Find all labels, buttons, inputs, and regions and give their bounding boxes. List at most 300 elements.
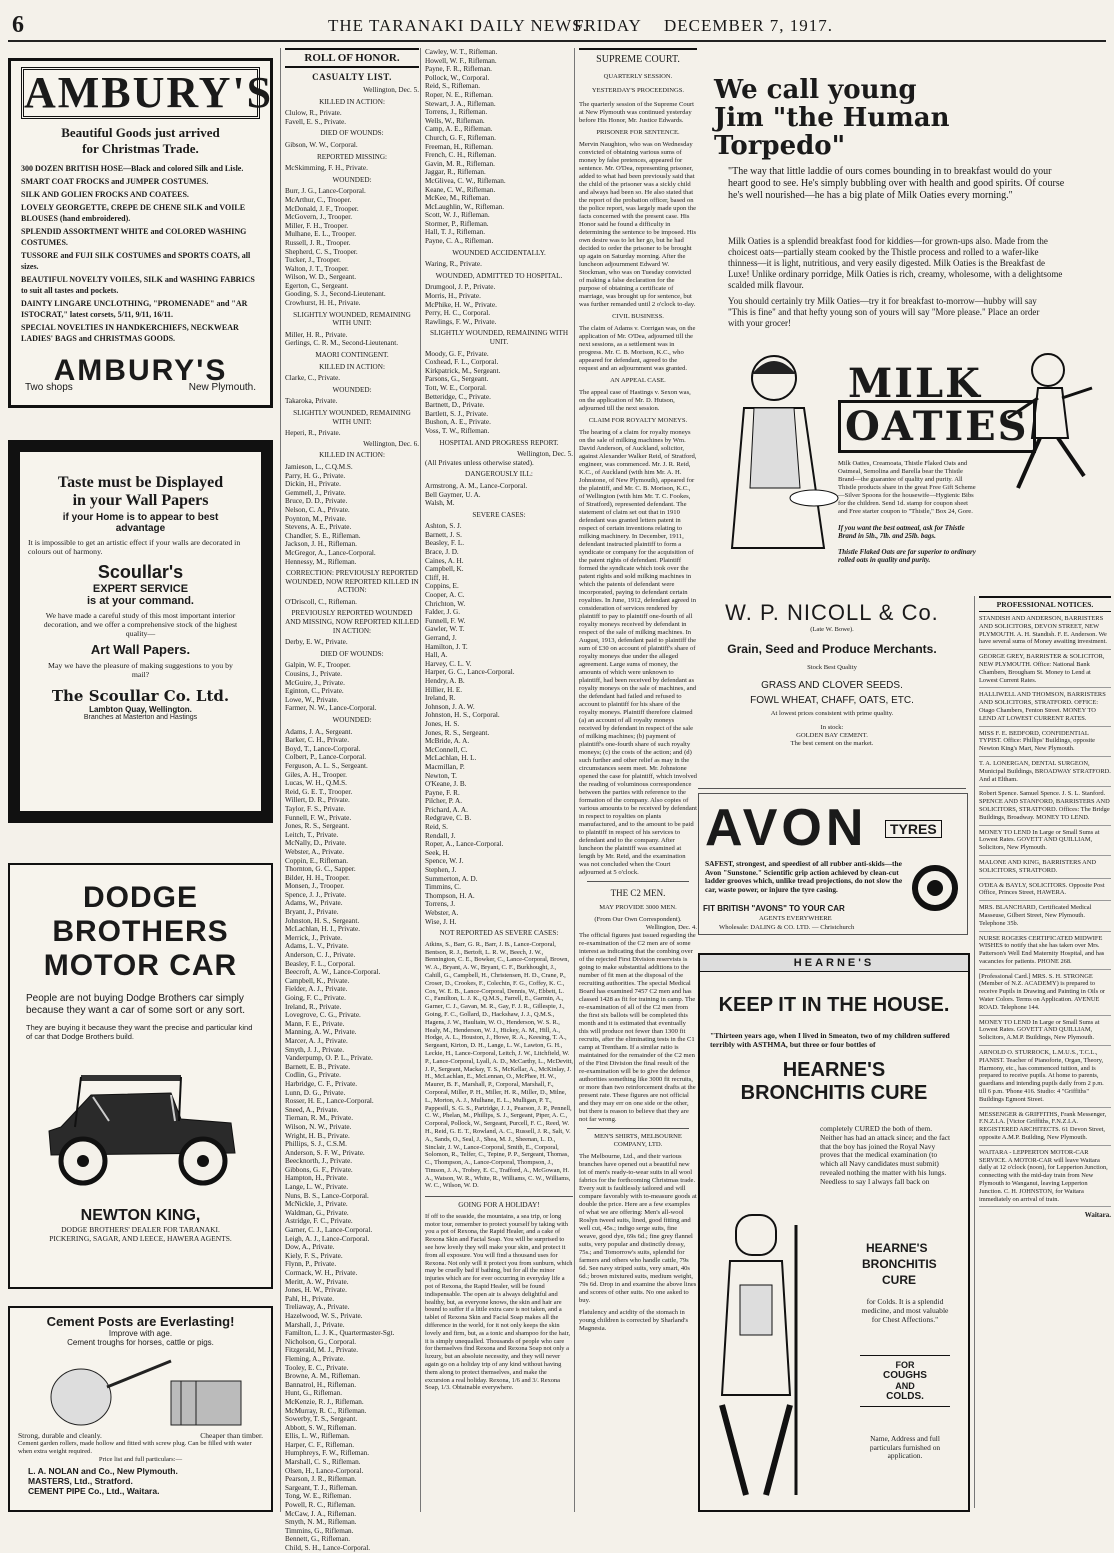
casualty-name: Boyd, T., Lance-Corporal.	[285, 744, 361, 753]
right-advert-area	[698, 48, 1111, 1512]
c2-title: THE C2 MEN.	[610, 888, 666, 898]
casualty-name: Mann, F. E., Private.	[285, 1019, 345, 1028]
court-proceedings: YESTERDAY'S PROCEEDINGS.	[591, 87, 685, 94]
cement-left: Strong, durable and cleanly.	[18, 1431, 102, 1440]
casualty-name: Fielder, A. J., Private.	[285, 985, 348, 994]
section-heading: MAORI CONTINGENT.	[315, 351, 389, 360]
ambury-footer-logo: AMBURY'S	[53, 354, 228, 387]
roll-title: ROLL OF HONOR.	[285, 48, 419, 68]
casualty-name: Johnston, H. S., Corporal.	[425, 711, 500, 720]
casualty-name: Lange, L. W., Private.	[285, 1183, 349, 1192]
notice-entry: ARNOLD O. STURROCK, L.M.U.S., T.C.L., PIANIST. Teacher of Pianoforte, Organ, Theory, Harmony, etc., has commenced tuition, and is prepared to receive pupils. At home to parents, guardians and intending pupils daily from 2 p.m. till 6 p.m. 'Phone 416. Studio: 4 "Griffiths" Buildings Egmont Street.	[979, 1046, 1111, 1108]
casualty-name: Sargeant, T. J., Rifleman.	[285, 1483, 358, 1492]
avon-body: SAFEST, strongest, and speediest of all rubber anti-skids—the Avon "Sunstone." Scientific grip action achieved by clean-cut ladder grooves which, unlike tread projections, do not slow the car, waste power, or injure the tyre casing.	[705, 859, 903, 894]
notice-entry: MONEY TO LEND In Large or Small Sums at Lowest Rates. GOVETT AND QUILLIAM, Solicitors, New Plymouth.	[979, 826, 1111, 856]
casualty-name: Moody, G. F., Private.	[425, 349, 489, 358]
casualty-name: Takaroka, Private.	[285, 397, 338, 406]
casualty-name: Torrens, J.	[425, 900, 456, 909]
scoullar-expert: EXPERT SERVICE	[92, 583, 189, 595]
casualty-name: Seek, H.	[425, 848, 450, 857]
holiday-title: GOING FOR A HOLIDAY!	[425, 1196, 573, 1210]
casualty-name: Lowe, W., Private.	[285, 695, 339, 704]
avon-agents: AGENTS EVERYWHERE	[759, 915, 832, 922]
dodge-towns: PICKERING, SAGAR, AND LEECE, HAWERA AGENTS.	[49, 1234, 232, 1243]
dateline: Wellington, Dec. 5.	[517, 450, 573, 459]
hearne-side-brand-3: CURE	[882, 1273, 917, 1287]
ambury-shops: Two shops	[25, 382, 73, 393]
woman-with-bowl-icon	[732, 356, 838, 548]
issue-day: FRIDAY	[574, 16, 642, 35]
casualty-name: Barker, C. H., Private.	[285, 736, 349, 745]
hearne-for-4: COLDS.	[886, 1391, 924, 1402]
casualty-name: Lucas, W. H., Q.M.S.	[285, 779, 347, 788]
holiday-text: If off to the seaside, the mountains, a sea trip, or long motor tour, remember to protect yourself by taking with you a pot of Rexona, the Rapid Healer, and a cake of Rexona Skin and Facial Soap. You will be surprised to see how lovely they will make your skin, and protect it from all exposure. You will find a thousand uses for Rexona. Not only will it protect you from sunburn, which may be cruelly bad if bathing, but for all the minor injuries which are for ever occurring in everyday life a pot of Rexona, the Rapid Healer, will be found indispensable. The open air is always delightful and healthy, but, as everyone knows, the skin and hair are bound to suffer if a little extra care is not taken, and a tablet of Rexona Skin and Facial Soap makes all the difference in the world, for it not only keeps the skin lovely and firm, but, as a tonic and shampoo for the hair, it is simply unequalled. Thousands of people who care for themselves find Rexona and Rexona Soap not only a luxury, but an absolute necessity, and they will never again go on a holiday trip of any kind without having them along to protect themselves, and make the excursion a real holiday. Rexona, 1/6 and 3/. Rexona Soap, 1/3. Obtainable everywhere.	[425, 1212, 573, 1392]
avon-wholesale: Wholesale: DALING & CO. LTD. — Christchurch	[719, 924, 855, 931]
avon-tyres: TYRES	[885, 820, 942, 838]
cement-paragraph: Cement garden rollers, made hollow and fitted with screw plug. Can be filled with water when extra weight required.	[18, 1440, 252, 1455]
court-royalty-text: The hearing of a claim for royalty moneys on the sale of milking machines by Wm. David Anderson, of Auckland, solicitor, against Alexander Walker Reid, of Stratford, engineer, was commenced. Mr. J. R. Reid, K.C., of Auckland (with him Mr. A. H. Johnstone, of New Plymouth), appeared for the plaintiff, and Mr. C. B. Morison, K.C., of Wellington (with him Mr. T. C. Fookes, of Stratford), represented defendant. The statement of claim set out that in 1910 defendant was granted letters patent in respect of certain inventions relating to milking machinery. In December, 1911, defendant instructed plaintiff to form a syndicate or company for the acquisition of the patent rights of defendant. Plaintiff formed the syndicate which took over the patent rights and sold milking machines in which the patents of defendant were incorporated, paying to defendant certain royalties. In June, 1912, defendant agreed in consideration of services rendered by plaintiff to pay to plaintiff one-fourth of all royalty moneys received by defendant in respect of the sale of milking machines. In August, 1913, defendant paid to plaintiff the sum of £30 on account of plaintiff's share of royalty moneys due under the alleged agreement. Large sums of money, the amounts of which were unknown to plaintiff, had been received by defendant as royalty moneys on the sale of machines, and the defendant had failed and refused to account to plaintiff for his share of the royalty moneys. Plaintiff therefore claimed (a) an account of all royalty moneys received by defendant in respect of the sale of milking machines; (b) payment of plaintiff's one-fourth share of such royalty moneys; (c) the costs of the action; and (d) such further and other relief as may in the circumstances seem meet. Mr. Johnstone opened the case for plaintiff, which involved the reading of voluminous correspondence between the parties with reference to the formation of the company. Also copies of various amounts to be received by defendant in respect to royalties on plants manufactured, and to the amount to be paid to plaintiff in respect of his services to defendant and to the company. After luncheon the plaintiff was examined at length by Mr. Reid, and the examination was not concluded when the Court adjourned at 5 o'clock.	[579, 429, 697, 876]
section-heading: SLIGHTLY WOUNDED, REMAINING WITH UNIT:	[293, 409, 411, 426]
court-intro: The quarterly session of the Supreme Court at New Plymouth was continued yesterday before His Honor, Mr. Justice Edwards.	[579, 101, 694, 124]
casualty-name: Lunn, D. G., Private.	[285, 1088, 346, 1097]
casualty-name: Tooley, E. C., Private.	[285, 1363, 349, 1372]
casualty-name: Codlin, G., Private.	[285, 1071, 341, 1080]
casualty-name: Campbell, K., Private.	[285, 976, 350, 985]
casualty-name: Meritt, A. W., Private.	[285, 1277, 349, 1286]
cement-agent-2: MASTERS, Ltd., Stratford.	[28, 1476, 133, 1486]
divider	[587, 881, 689, 882]
scoullar-art: Art Wall Papers.	[90, 642, 191, 657]
casualty-name: Johnston, H. S., Sergeant.	[285, 916, 360, 925]
nicoll-name: W. P. NICOLL & Co.	[725, 600, 939, 625]
notice-entry: NURSE ROGERS CERTIFICATED MIDWIFE WISHES to notify that she has taken over Mrs. Patterson's Well End Maternity Hospital, and has vacancies for patients. PHONE 268.	[979, 932, 1111, 970]
milk-call-to-action: You should certainly try Milk Oaties—try it for breakfast to-morrow—hubby will say "This is fine" and that hefty young son of yours will say "More please." Place an order with your grocer!	[728, 296, 1040, 328]
casualty-name: Adams, W., Private.	[285, 899, 343, 908]
section-heading: KILLED IN ACTION:	[319, 451, 385, 460]
casualty-name: Treliaway, A., Private.	[285, 1303, 350, 1312]
ambury-item: 300 DOZEN BRITISH HOSE—Black and colored Silk and Lisle.	[21, 164, 244, 173]
c2-text: The official figures just issued regarding the re-examination of the C2 men are of some interest as indicating that the combing over of the rejected First Division reservists is going to make substantial additions to the number of fit men at the disposal of the recruiting authorities. The special Medical Board has examined 7457 C2 men and has classed 1428 as fit for training in camp. The re-examination of all of the C2 men from the first six ballots will be completed this month and it is estimated that eventually this will produce not fewer than 1300 fit recruits, after the eliminating tests in the C1 camp at Trentham. If a similar ratio is maintained for the remainder of the C2 men of the First Division the final result of the re-examination will be to give the defence authorities something like 3000 fit recruits, or more than two reinforcement drafts at the present rate. These figures are not official and they may err on one side or the other, but there is reason to believe that they are not far wrong.	[579, 932, 696, 1123]
dodge-heading-2: MOTOR CAR	[43, 949, 238, 982]
casualty-name: Parry, H. G., Private.	[285, 471, 346, 480]
casualty-name: Anderson, S. F. W., Private.	[285, 1148, 365, 1157]
casualty-name: Hendry, A. B.	[425, 676, 465, 685]
nicoll-late: (Late W. Bowe).	[810, 626, 854, 633]
casualty-name: McGlivea, C. W., Rifleman.	[425, 176, 506, 185]
casualty-name: Anderson, C. J., Private.	[285, 951, 356, 960]
casualty-name: Stevens, A. E., Private.	[285, 523, 352, 532]
casualty-name: Jones, R. S., Sergeant.	[425, 728, 490, 737]
section-heading: DIED OF WOUNDS:	[320, 649, 384, 658]
casualty-name: Dickin, H., Private.	[285, 480, 341, 489]
shirts-title: MEN'S SHIRTS, MELBOURNE COMPANY, LTD.	[594, 1133, 682, 1148]
ambury-item: TUSSORE and FUJI SILK COSTUMES and SPORTS COATS, all sizes.	[21, 251, 251, 271]
court-appeal-text: The appeal case of Hastings v. Sexon was, on the application of Mr. D. Hutson, adjourned till the next session.	[579, 389, 691, 412]
casualty-name: Taylor, F. S., Private.	[285, 804, 346, 813]
woman-illustration	[714, 348, 844, 588]
advert-column	[8, 48, 273, 1512]
avon-fit: FIT BRITISH "AVONS" TO YOUR CAR	[703, 904, 845, 913]
casualty-name: Stormer, P., Rifleman.	[425, 219, 489, 228]
casualty-name: Betteridge, C., Private.	[425, 392, 491, 401]
tyre-icon	[911, 864, 959, 912]
casualty-name: Bartlett, S. J., Private.	[425, 409, 489, 418]
knight-icon	[722, 1215, 796, 1495]
roll-body	[285, 86, 419, 1553]
casualty-name: Shepherd, C. S., Trooper.	[285, 247, 358, 256]
casualty-name: McKee, M., Rifleman.	[425, 194, 491, 203]
casualty-name: Hampton, H., Private.	[285, 1174, 349, 1183]
casualty-name: Bryant, J., Private.	[285, 908, 339, 917]
casualty-name: Heperi, R., Private.	[285, 429, 341, 438]
dodge-dealer: DODGE BROTHERS' DEALER FOR TARANAKI.	[61, 1225, 220, 1234]
casualty-name: Perry, H. C., Corporal.	[425, 309, 491, 318]
casualty-name: Parsons, G., Sergeant.	[425, 375, 489, 384]
milk-side-text-3: Thistle Flaked Oats are far superior to ordinary rolled oats in quality and purity.	[838, 548, 976, 564]
hearne-side-brand-2: BRONCHITIS	[862, 1257, 937, 1271]
casualty-name: Bennett, G., Rifleman.	[285, 1535, 351, 1544]
section-heading: REPORTED MISSING:	[316, 152, 388, 161]
milk-side-text: Milk Oaties, Creamoata, Thistle Flaked Oats and Oatmeal, Semolina and Barella bear the Thistle Brand—the guarantee of quality and purity. All Thistle products share in the great Free Gift Scheme—Silver Spoons for the housewife—Hygienic Bibs for the children. Send 1d. stamp for coupon sheet and Free starter coupon to "Thistle," Box 24, Gore.	[838, 460, 976, 515]
section-heading: WOUNDED:	[332, 385, 372, 394]
casualty-name: Marshall, C. S., Rifleman.	[285, 1458, 361, 1467]
casualty-name: Sowerby, T. S., Sergeant.	[285, 1415, 358, 1424]
court-civil-text: The claim of Adams v. Corrigan was, on the application of Mr. O'Dea, adjourned till the next sessions, as a settlement was in progress. Mr. C. B. Morison, K.C., who appeared for defendant, agreed to the request and an adjournment was granted.	[579, 325, 696, 372]
nicoll-instock: In stock:	[820, 724, 844, 731]
casualty-name: Miller, F. H., Trooper.	[285, 221, 349, 230]
court-column	[574, 48, 697, 1512]
casualty-name: Wright, H. B., Private.	[285, 1131, 350, 1140]
hearne-for-2: COUGHS	[883, 1370, 927, 1381]
hearne-side-foot: Name, Address and full particulars furnished on application.	[869, 1434, 941, 1461]
casualty-name: Walton, J. T., Trooper.	[285, 264, 349, 273]
casualty-name: Derby, E. W., Private.	[285, 638, 348, 647]
notice-entry: STANDISH AND ANDERSON, BARRISTERS AND SOLICITORS, DEVON STREET, NEW PLYMOUTH. A. H. Standish. F. E. Anderson. We have several sums of Money awaiting investment.	[979, 612, 1111, 650]
casualty-name: Coxhead, F. L., Corporal.	[425, 358, 499, 367]
casualty-name: Prichard, A. A.	[425, 805, 468, 814]
casualty-name: Nicholson, G., Corporal.	[285, 1337, 357, 1346]
milk-side-text-2: If you want the best oatmeal, ask for Thistle Brand in 5lb., 7lb. and 25lb. bags.	[838, 524, 965, 540]
casualty-name: McGuire, J., Private.	[285, 678, 345, 687]
notice-entry: Robert Spence. Samuel Spence. J. S. L. Stanford. SPENCE AND STANFORD, BARRISTERS AND SOLICITORS, STRATFORD. Offices: The Bridge Buildings, Broadway. MONEY TO LEND.	[979, 787, 1111, 825]
casualty-name: Waldman, G., Private.	[285, 1208, 349, 1217]
casualty-name: Wilson, W. D., Sergeant.	[285, 273, 357, 282]
ambury-logo: AMBURY'S	[21, 67, 260, 119]
section-heading: KILLED IN ACTION:	[319, 97, 385, 106]
casualty-name: Hall, A.	[425, 651, 448, 660]
notice-entry: GEORGE GREY, BARRISTER & SOLICITOR, NEW PLYMOUTH. Office: National Bank Chambers, Brougham St. Money to Lend at Lowest Current Rates.	[979, 650, 1111, 688]
casualty-name: Roper, A., Lance-Corporal.	[425, 840, 504, 849]
hearne-body: completely CURED the both of them. Neither has had an attack since; and the fact that the boy has joined the Royal Navy proves that the medical examination (to which all Navy candidates must submit) revealed nothing the matter with his lungs. Needless to say I always fall back on	[820, 1124, 951, 1186]
casualty-name: Hennessy, M., Rifleman.	[285, 557, 357, 566]
casualty-name: Cliff, H.	[425, 573, 450, 582]
casualty-name: Jaggar, R., Rifleman.	[425, 168, 486, 177]
roll-continued-column	[420, 48, 573, 1512]
court-royalty-heading: CLAIM FOR ROYALTY MONEYS.	[588, 417, 688, 424]
notice-entry: HALLIWELL AND THOMSON, BARRISTERS AND SOLICITORS, STRATFORD. OFFICE: Otago Chambers, Fenton Street. MONEY TO LEND AT LOWEST CURRENT RATES.	[979, 688, 1111, 726]
notices-signature: Waitara.	[1084, 1211, 1111, 1220]
casualty-name: Cormack, W. H., Private.	[285, 1269, 358, 1277]
cement-compare	[10, 1431, 271, 1440]
hearne-heading: KEEP IT IN THE HOUSE.	[718, 994, 950, 1016]
casualty-name: Newton, T.	[425, 771, 457, 780]
issue-date: DECEMBER 7, 1917.	[664, 16, 834, 35]
section-heading: SEVERE CASES:	[472, 510, 526, 519]
casualty-name: Clarke, C., Private.	[285, 374, 341, 383]
nicoll-prices: At lowest prices consistent with prime quality.	[770, 710, 894, 717]
casualty-name: Barnett, J. S.	[425, 530, 462, 539]
ambury-item: SMART COAT FROCKS and JUMPER COSTUMES.	[21, 177, 209, 186]
scoullar-branches: Branches at Masterton and Hastings	[83, 714, 198, 721]
section-heading: WOUNDED ACCIDENTALLY.	[452, 248, 546, 257]
ambury-town: New Plymouth.	[188, 382, 256, 393]
casualty-name: Willert, D. R., Private.	[285, 796, 350, 805]
scoullar-command: is at your command.	[87, 595, 194, 607]
dodge-paragraph-2: They are buying it because they want the precise and particular kind of car that Dodge Brothers build.	[26, 1023, 253, 1041]
casualty-name: Macmillan, P.	[425, 762, 465, 771]
notice-entry: MALONE AND KING, BARRISTERS AND SOLICITORS, STRATFORD.	[979, 856, 1111, 879]
hearne-brand-2: BRONCHITIS CURE	[740, 1082, 928, 1104]
section-heading: PREVIOUSLY REPORTED WOUNDED AND MISSING, NOW REPORTED KILLED IN ACTION:	[285, 609, 419, 635]
casualty-name: Going, F. C., Private.	[285, 994, 346, 1002]
casualty-name: Webster, A.	[425, 909, 459, 917]
section-heading: KILLED IN ACTION:	[319, 362, 385, 371]
masthead	[8, 6, 1106, 42]
casualty-name: McConnell, C.	[425, 745, 468, 754]
casualty-name: Abbott, S. W., Rifleman.	[285, 1423, 357, 1432]
casualty-name: Vanderpump, O. P. L., Private.	[285, 1054, 373, 1063]
casualty-name: Keane, C. W., Rifleman.	[425, 185, 496, 194]
casualty-name: French, C. H., Rifleman.	[425, 151, 497, 160]
casualty-name: Drumgool, J. P., Private.	[425, 283, 496, 292]
ambury-tagline-1: Beautiful Goods just arrived	[61, 125, 220, 140]
casualty-name: Reid, S.	[425, 823, 448, 832]
milk-heading-3: Torpedo"	[714, 131, 846, 161]
ambury-item-list	[11, 163, 270, 344]
casualty-name: Child, S. H., Lance-Corporal.	[285, 1544, 371, 1552]
casualty-name: Mulhane, E. L., Trooper.	[285, 230, 357, 239]
casualty-name: Bell Gaymer, U. A.	[425, 490, 481, 499]
casualty-name: Marcer, A. J., Private.	[285, 1036, 348, 1045]
casualty-name: Voss, T. W., Rifleman.	[425, 426, 490, 435]
garden-roller-illustration	[21, 1351, 261, 1431]
casualty-name: Summerton, A. D.	[425, 874, 478, 883]
ambury-item: SILK AND GOLIEN FROCKS AND COATEES.	[21, 190, 189, 199]
casualty-name: Ireland, R., Private.	[285, 1002, 342, 1011]
casualty-name: Olsen, H., Lance-Corporal.	[285, 1466, 364, 1475]
casualty-name: Scott, W. J., Rifleman.	[425, 211, 490, 220]
section-heading: DANGEROUSLY ILL:	[465, 470, 533, 479]
casualty-name: Harper, C. F., Rifleman.	[285, 1440, 354, 1449]
casualty-name: Marshall, J., Private.	[285, 1320, 345, 1329]
casualty-name: Dow, A., Private.	[285, 1243, 335, 1252]
casualty-name: Harbridge, C. F., Private.	[285, 1079, 358, 1088]
casualty-name: Spence, W. J.	[425, 857, 464, 866]
casualty-name: Armstrong, A. M., Lance-Corporal.	[425, 481, 528, 490]
hearne-brand-1: HEARNE'S	[782, 1059, 886, 1081]
nicoll-advert	[698, 588, 966, 789]
casualty-name: Gibbons, G. F., Private.	[285, 1165, 353, 1174]
casualty-name: Leigh, A. J., Lance-Corporal.	[285, 1234, 370, 1243]
casualty-name: Smyth, J. J., Private.	[285, 1045, 345, 1054]
casualty-name: Torrens, J., Rifleman.	[425, 108, 488, 117]
cement-advert	[8, 1306, 273, 1512]
casualty-name: Spence, J. J., Private.	[285, 890, 347, 899]
casualty-name: Barnett, E. B., Private.	[285, 1062, 351, 1071]
casualty-name: McNickle, J., Private.	[285, 1200, 348, 1209]
casualty-name: Poynton, M., Private.	[285, 514, 347, 523]
hearne-for-1: FOR	[895, 1360, 915, 1370]
casualty-name: Giles, A. H., Trooper.	[285, 770, 347, 779]
section-heading: SLIGHTLY WOUNDED, REMAINING WITH UNIT.	[429, 329, 569, 346]
roller-icon	[51, 1361, 241, 1425]
casualty-name: Hillier, H. E.	[425, 685, 463, 694]
casualty-name: Falder, J. G.	[425, 608, 461, 617]
casualty-name: Hunt, G., Rifleman.	[285, 1389, 343, 1398]
nicoll-trade: Grain, Seed and Produce Merchants.	[727, 642, 937, 656]
scoullar-heading-1: Taste must be Displayed	[57, 474, 224, 491]
casualty-name: Wells, W., Rifleman.	[425, 116, 485, 125]
casualty-name: Miller, H. R., Private.	[285, 330, 348, 339]
casualty-name: Familton, L. J. K., Quartermaster-Sgt.	[285, 1329, 395, 1338]
section-heading: SLIGHTLY WOUNDED, REMAINING WITH UNIT:	[293, 310, 411, 328]
casualty-name: Pahl, H., Private.	[285, 1294, 335, 1303]
casualty-name: Gooding, S. J., Second-Lieutenant.	[285, 290, 386, 299]
casualty-name: Smyth, N. M., Rifleman.	[285, 1518, 357, 1527]
casualty-name: Kirkpatrick, M., Sergeant.	[425, 366, 501, 375]
casualty-name: Timmins, G., Rifleman.	[285, 1526, 354, 1535]
casualty-name: Cousins, J., Private.	[285, 670, 343, 679]
newspaper-title: THE TARANAKI DAILY NEWS.	[328, 16, 588, 35]
casualty-name: Ellis, L. W., Rifleman.	[285, 1432, 350, 1441]
milk-heading-1: We call young	[714, 75, 917, 105]
cement-sub-2: Cement troughs for horses, cattle or pigs.	[67, 1338, 214, 1347]
milk-body: Milk Oaties is a splendid breakfast food for kiddies—for grown-ups also. Made from the choicest oats—partially steam cooked by the Thistle process and rolled to a wafer-like thinness—it is light, nutritious, and very easily digested. Milk Oaties is the Breakfast de Luxe! Unlike ordinary porridge, Milk Oaties is rich, creamy, wholesome, with a delightsome scalded milk flavour.	[728, 236, 1063, 290]
note: (All Privates unless otherwise stated).	[425, 458, 534, 467]
notice-entry: MONEY TO LEND In Large or Small Sums at Lowest Rates. GOVETT AND QUILLIAM, Solicitors, A.M.P. Buildings, New Plymouth.	[979, 1016, 1111, 1046]
casualty-name: Egerton, C., Sergeant.	[285, 281, 349, 290]
notice-entry: MRS. BLANCHARD, Certificated Medical Masseuse, Gilbert Street, New Plymouth. Telephone 35b.	[979, 901, 1111, 931]
casualty-name: Freeman, H., Rifleman.	[425, 142, 493, 151]
casualty-name: Wise, J. H.	[425, 917, 457, 926]
casualty-name: Clulow, R., Private.	[285, 109, 342, 118]
milk-heading	[714, 76, 950, 160]
casualty-name: McGregor, A., Lance-Corporal.	[285, 548, 376, 557]
casualty-name: Jones, H. W., Private.	[285, 1286, 347, 1295]
court-sentence-heading: PRISONER FOR SENTENCE.	[596, 129, 680, 136]
casualty-name: Harper, G. C., Lance-Corporal.	[425, 668, 515, 677]
casualty-name: Coppins, E.	[425, 582, 459, 591]
casualty-name: Pilcher, P. A.	[425, 797, 463, 806]
casualty-name: Timmins, C.	[425, 883, 461, 892]
casualty-name: Stephen, J.	[425, 866, 457, 875]
casualty-name: Fleming, A., Private.	[285, 1354, 345, 1363]
casualty-name: McBride, A. A.	[425, 737, 470, 746]
casualty-name: Chandler, S. E., Rifleman.	[285, 531, 361, 540]
casualty-name: Garner, C. J., Lance-Corporal.	[285, 1226, 373, 1235]
dateline: Wellington, Dec. 5.	[363, 86, 419, 94]
casualty-name: Pollock, W., Corporal.	[425, 73, 490, 82]
casualty-name: Flynn, P., Private.	[285, 1260, 337, 1269]
avon-advert	[698, 793, 968, 935]
c2-correspondent: (From Our Own Correspondent).	[594, 916, 682, 923]
casualty-name: Phillips, S. J., C.S.M.	[285, 1140, 347, 1149]
ambury-tagline-2: for Christmas Trade.	[82, 141, 199, 156]
casualty-name: Tucker, J., Trooper.	[285, 256, 341, 265]
roll-of-honor-column	[280, 48, 419, 1552]
court-appeal-heading: AN APPEAL CASE.	[610, 377, 666, 384]
casualty-name: Coppin, E., Rifleman.	[285, 856, 349, 865]
court-civil-heading: CIVIL BUSINESS.	[612, 313, 664, 320]
casualty-name: Harvey, C. L. V.	[425, 659, 472, 668]
ambury-advert	[8, 58, 273, 408]
section-heading: HOSPITAL AND PROGRESS REPORT.	[439, 438, 559, 447]
casualty-name: Gerlings, C. R. M., Second-Lieutenant.	[285, 339, 398, 348]
scoullar-advert	[8, 440, 273, 823]
hearne-banner: HEARNE'S	[700, 955, 968, 972]
casualty-name: McLachlan, H. I., Private.	[285, 925, 361, 934]
court-title: SUPREME COURT.	[579, 48, 697, 65]
casualty-name: Bilder, H. H., Trooper.	[285, 873, 350, 882]
casualty-name: Nuns, B. S., Lance-Corporal.	[285, 1191, 369, 1200]
ambury-item: LOVELY GEORGETTE, CREPE DE CHENE SILK and VOILE BLOUSES (hand embroidered).	[21, 203, 246, 223]
hearne-for-3: AND	[895, 1381, 915, 1391]
casualty-name: O'Keane, J. B.	[425, 780, 467, 789]
c2-subtitle: MAY PROVIDE 3000 MEN.	[599, 904, 677, 911]
knight-illustration	[706, 1205, 816, 1505]
ambury-item: SPLENDID ASSORTMENT WHITE and COLORED WASHING COSTUMES.	[21, 227, 247, 247]
casualty-name: Thompson, H. A.	[425, 891, 475, 900]
car-icon	[49, 1075, 235, 1183]
casualty-name: Church, G. F., Rifleman.	[425, 133, 496, 142]
casualty-name: McLaughlin, W., Rifleman.	[425, 202, 505, 211]
casualty-name: Fitzgerald, M. J., Private.	[285, 1346, 359, 1355]
casualty-name: Russell, J. R., Trooper.	[285, 238, 351, 247]
casualty-name: Tiernan, R. M., Private.	[285, 1114, 354, 1123]
casualty-name: Caines, A. H.	[425, 556, 464, 565]
milk-heading-2: Jim "the Human	[714, 103, 950, 133]
nicoll-best: The best cement on the market.	[790, 740, 874, 747]
hearne-advert	[698, 953, 970, 1512]
casualty-name: Hamilton, J. T.	[425, 642, 468, 651]
casualty-name: Ireland, R.	[425, 694, 456, 703]
casualty-name: Bartnett, D., Private.	[425, 401, 485, 410]
section-heading: WOUNDED:	[332, 175, 372, 184]
casualty-name: Wilson, N. W., Private.	[285, 1122, 352, 1131]
casualty-name: McNally, D., Private.	[285, 839, 347, 848]
avon-brand: AVON	[705, 799, 868, 857]
casualty-name: Colbert, P., Lance-Corporal.	[285, 753, 367, 762]
casualty-name: Adams, L. V., Private.	[285, 942, 349, 951]
casualty-name: Cawley, W. T., Rifleman.	[425, 48, 498, 56]
casualty-name: Tott, W. E., Corporal.	[425, 383, 487, 392]
casualty-name: Rosser, H. E., Lance-Corporal.	[285, 1097, 374, 1106]
casualty-name: McLachlan, H. L.	[425, 754, 477, 763]
notices-list	[979, 612, 1111, 1207]
nicoll-fowl: FOWL WHEAT, CHAFF, OATS, ETC.	[750, 695, 914, 706]
casualty-name: Webster, A., Private.	[285, 847, 345, 856]
casualty-name: McSkimming, F. H., Private.	[285, 164, 368, 173]
hearne-side-text: for Colds. It is a splendid medicine, and most valuable for Chest Affections."	[861, 1297, 949, 1324]
casualty-name: Gavin, M. R., Rifleman.	[425, 159, 495, 168]
casualty-name: Gemmell, J., Private.	[285, 488, 346, 497]
casualty-name: Jamieson, L., C.Q.M.S.	[285, 462, 353, 471]
casualty-name: Manning, A. W., Private.	[285, 1028, 357, 1037]
casualty-name: Walsh, M.	[425, 499, 455, 508]
nicoll-grass: GRASS AND CLOVER SEEDS.	[761, 680, 903, 691]
divider	[587, 1128, 689, 1129]
cement-sub-1: Improve with age.	[108, 1329, 173, 1338]
